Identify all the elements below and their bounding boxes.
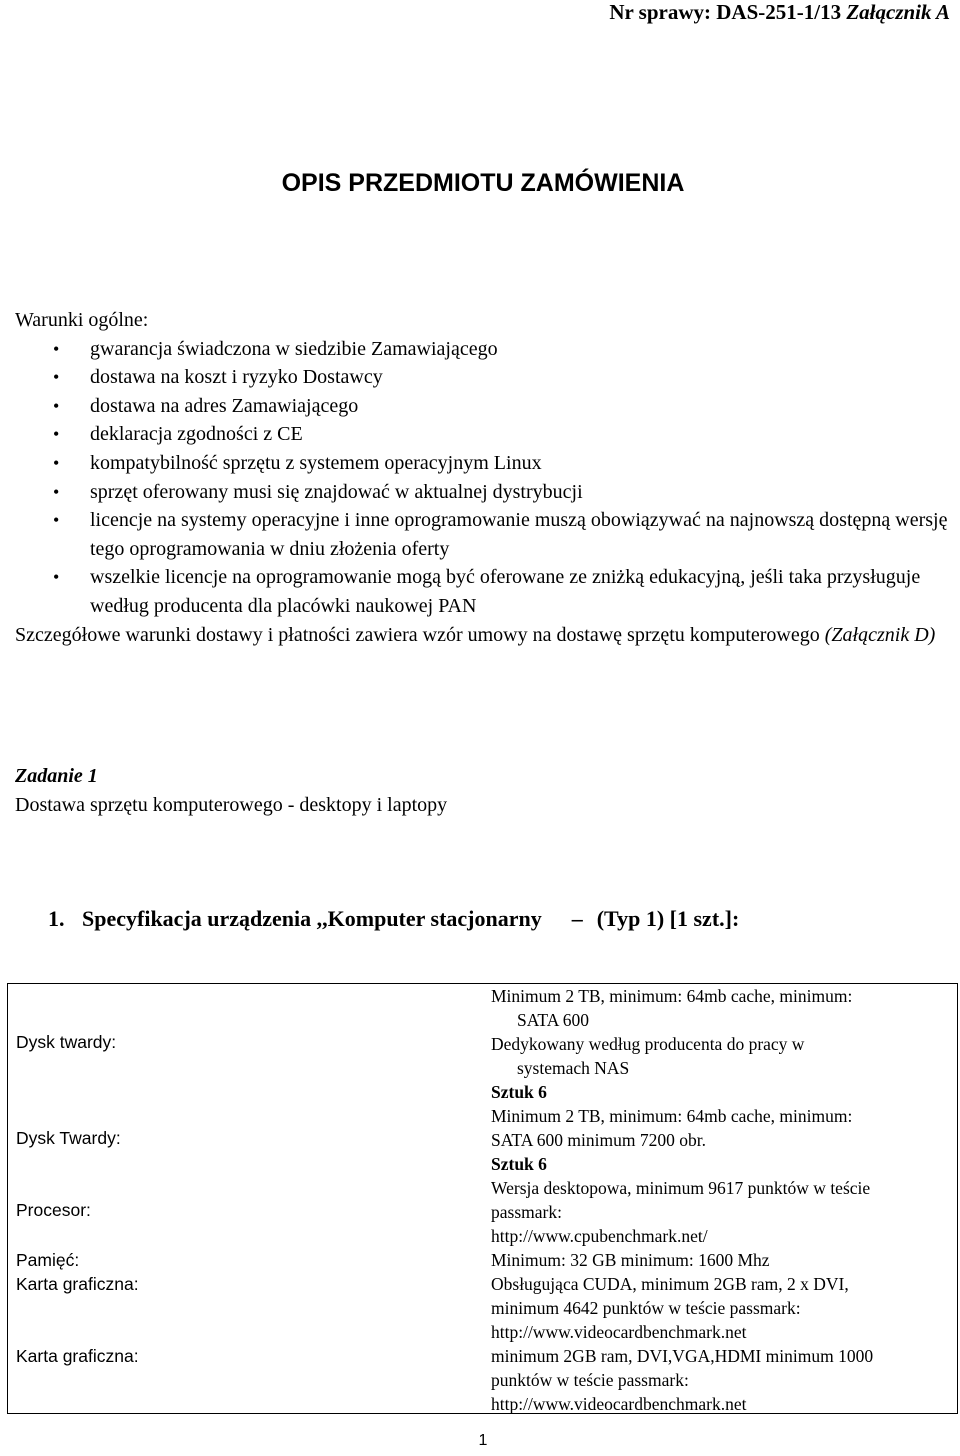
row-value: Minimum: 32 GB minimum: 1600 Mhz: [491, 1250, 770, 1270]
row-label: Karta graficzna:: [16, 1346, 139, 1366]
general-conditions-heading: Warunki ogólne:: [15, 309, 149, 331]
spec-title: Specyfikacja urządzenia ,,Komputer stacjonarny: [82, 906, 542, 931]
bullet-icon: •: [53, 567, 60, 588]
row-value: Obsługująca CUDA, minimum 2GB ram, 2 x DVI, minimum 4642 punktów w teście passmark: http://www.videocardbenchmark.net: [491, 1274, 849, 1342]
list-item: • dostawa na koszt i ryzyko Dostawcy: [15, 363, 955, 392]
case-number: Nr sprawy: DAS-251-1/13: [609, 0, 842, 24]
row-value: Minimum 2 TB, minimum: 64mb cache, minimum: SATA 600 Dedykowany według producenta do pracy w systemach NAS Sztuk 6: [491, 984, 951, 1104]
row-label: Dysk Twardy:: [16, 1128, 121, 1148]
bullet-icon: •: [53, 367, 60, 388]
task-label: Zadanie 1: [15, 765, 98, 787]
bullet-icon: •: [53, 395, 60, 416]
bullet-icon: •: [53, 424, 60, 445]
list-item: • gwarancja świadczona w siedzibie Zamawiającego: [15, 335, 955, 364]
task-section: [15, 762, 447, 820]
delivery-details-paragraph: Szczegółowe warunki dostawy i płatności zawiera wzór umowy na dostawę sprzętu komputerowego (Załącznik D): [15, 623, 936, 646]
general-conditions: [15, 306, 955, 649]
row-label: Karta graficzna:: [16, 1274, 139, 1294]
spec-dash: –: [571, 906, 583, 931]
bullet-icon: •: [53, 338, 60, 359]
list-item: • kompatybilność sprzętu z systemem operacyjnym Linux: [15, 449, 955, 478]
annex-d-reference: (Załącznik D): [824, 623, 936, 646]
bullet-icon: •: [53, 452, 60, 473]
list-item: • licencje na systemy operacyjne i inne oprogramowanie muszą obowiązywać na najnowszą dostępną wersję tego oprogramowania w dniu złożenia oferty: [15, 506, 955, 563]
conditions-list: [15, 335, 955, 621]
spec-heading: [48, 904, 739, 934]
spec-table: [7, 983, 958, 1414]
row-value: Minimum 2 TB, minimum: 64mb cache, minimum: SATA 600 minimum 7200 obr. Sztuk 6: [491, 1104, 951, 1176]
list-item: • dostawa na adres Zamawiającego: [15, 392, 955, 421]
quantity-label: Sztuk 6: [491, 1154, 547, 1174]
list-item: • sprzęt oferowany musi się znajdować w aktualnej dystrybucji: [15, 478, 955, 507]
annex-label: Załącznik A: [846, 0, 950, 24]
row-value: Wersja desktopowa, minimum 9617 punktów w teście passmark: http://www.cpubenchmark.net/: [491, 1178, 871, 1246]
spec-suffix: (Typ 1) [1 szt.]:: [596, 906, 740, 931]
list-item: • deklaracja zgodności z CE: [15, 420, 955, 449]
row-value: minimum 2GB ram, DVI,VGA,HDMI minimum 1000 punktów w teście passmark: http://www.videocardbenchmark.net: [491, 1346, 874, 1414]
case-reference: [609, 0, 950, 24]
row-label: Pamięć:: [16, 1250, 80, 1270]
page-number: 1: [478, 1432, 488, 1449]
bullet-icon: •: [53, 481, 60, 502]
task-description: Dostawa sprzętu komputerowego - desktopy i laptopy: [15, 794, 448, 816]
quantity-label: Sztuk 6: [491, 1082, 547, 1102]
row-label: Dysk twardy:: [16, 1032, 117, 1052]
list-item: • wszelkie licencje na oprogramowanie mogą być oferowane ze zniżką edukacyjną, jeśli taka przysługuje według producenta dla placówki naukowej PAN: [15, 563, 955, 620]
row-label: Procesor:: [16, 1200, 91, 1220]
bullet-icon: •: [53, 510, 60, 531]
document-title: OPIS PRZEDMIOTU ZAMÓWIENIA: [281, 169, 685, 197]
spec-number: 1.: [48, 906, 65, 931]
